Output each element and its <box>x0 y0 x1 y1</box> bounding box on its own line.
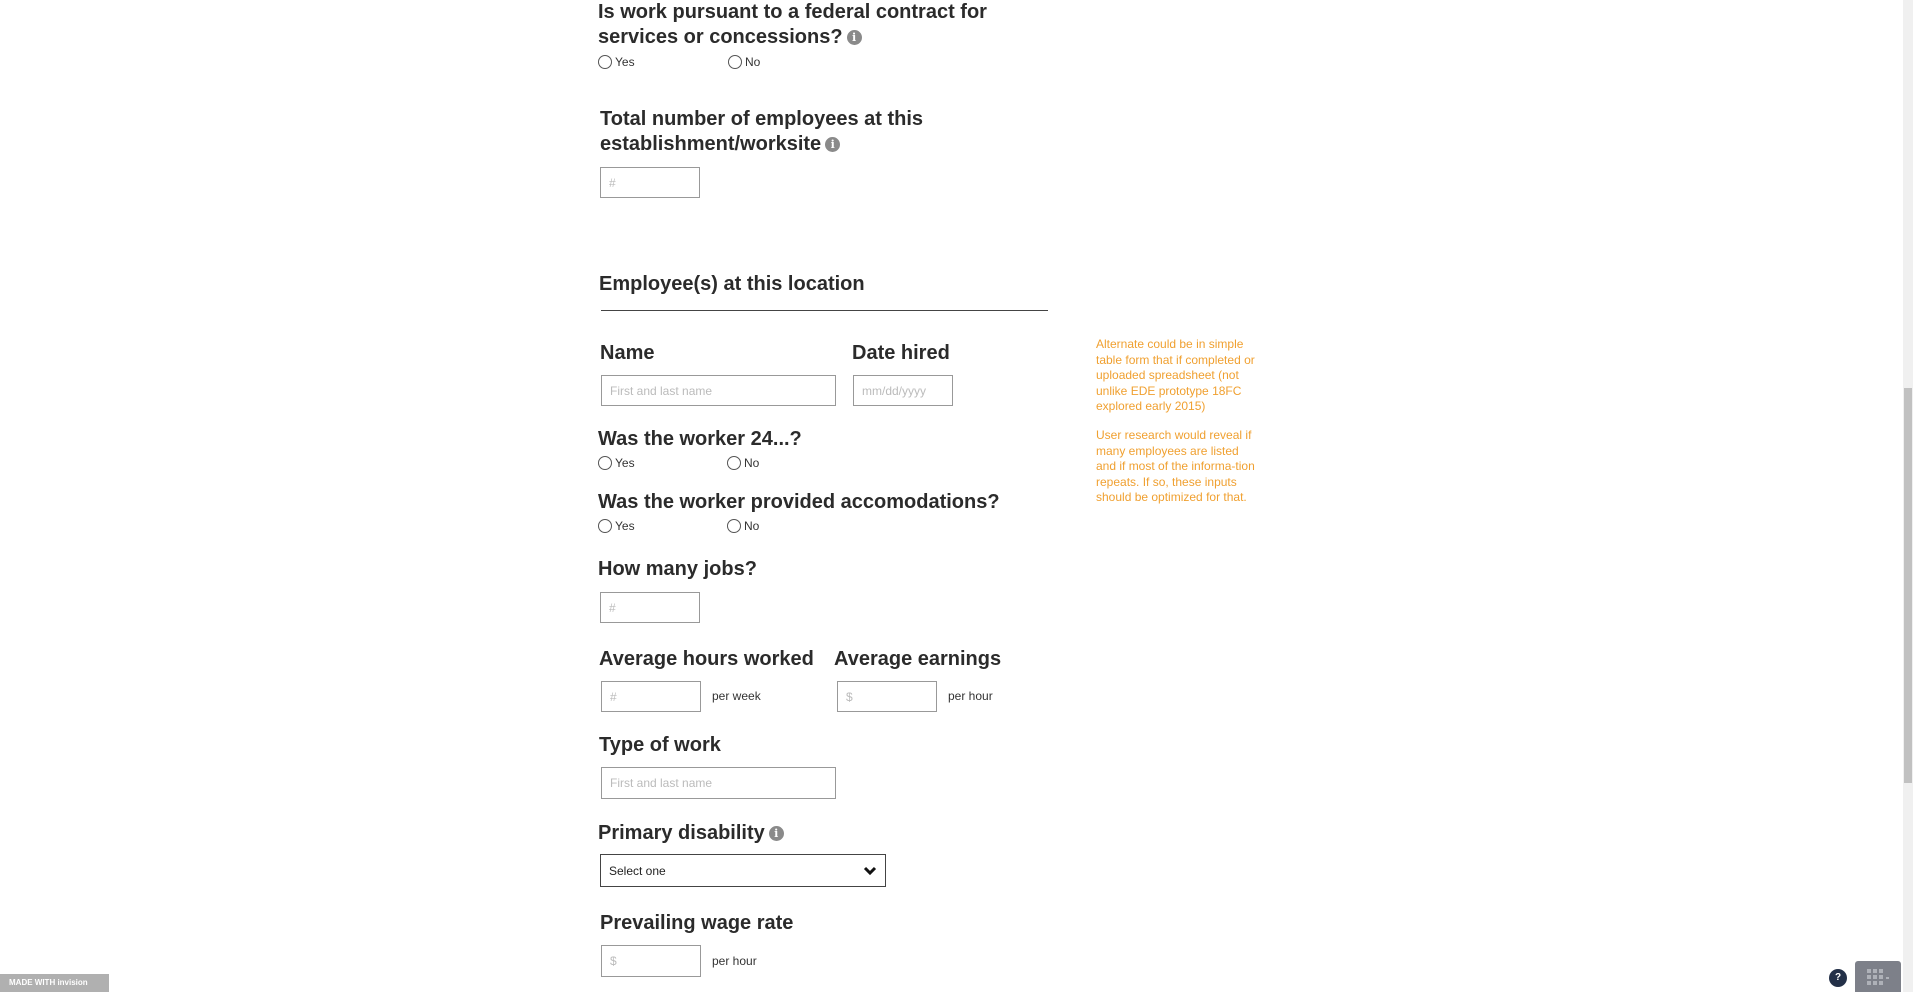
info-icon[interactable]: i <box>825 137 840 152</box>
worker-24-no-radio[interactable] <box>727 456 759 470</box>
scrollbar-thumb[interactable] <box>1904 388 1912 783</box>
placeholder: First and last name <box>610 776 713 790</box>
jobs-label: How many jobs? <box>598 558 757 580</box>
info-icon[interactable]: i <box>769 826 784 841</box>
grid-icon <box>1867 969 1889 985</box>
wage-label: Prevailing wage rate <box>600 912 794 934</box>
disability-label <box>598 821 784 846</box>
label-line: Total number of employees at this <box>600 108 924 130</box>
section-title: Employee(s) at this location <box>599 273 865 295</box>
scrollbar[interactable] <box>1903 0 1913 992</box>
jobs-input[interactable] <box>600 592 700 623</box>
radio-circle[interactable] <box>598 456 612 470</box>
earnings-label: Average earnings <box>834 648 1002 670</box>
selected-value: Select one <box>609 863 666 878</box>
total-employees-question <box>600 107 923 157</box>
annotation-note: User research would reveal if many employees are listed and if most of the informa-tion repeats. If so, these inputs should be optimized for that. <box>1096 428 1255 504</box>
radio-circle[interactable] <box>598 519 612 533</box>
placeholder: $ <box>846 689 853 704</box>
radio-label: Yes <box>615 456 635 470</box>
worker-24-label: Was the worker 24...? <box>598 428 802 450</box>
radio-circle[interactable] <box>727 519 741 533</box>
earnings-input[interactable] <box>837 681 937 712</box>
placeholder: First and last name <box>610 383 713 398</box>
help-button[interactable]: ? <box>1829 969 1847 987</box>
label-line: services or concessions? <box>598 26 843 48</box>
placeholder: # <box>610 689 617 704</box>
accommodations-no-radio[interactable] <box>727 519 759 533</box>
placeholder: # <box>609 175 616 190</box>
total-employees-input[interactable] <box>600 167 700 198</box>
date-hired-input[interactable] <box>853 375 953 406</box>
placeholder: $ <box>610 954 617 968</box>
wage-unit: per hour <box>712 954 757 968</box>
chevron-down-icon <box>863 866 877 876</box>
placeholder: mm/dd/yyyy <box>862 383 927 398</box>
label-line: Is work pursuant to a federal contract for <box>598 1 987 23</box>
invision-badge[interactable]: MADE WITH invision <box>0 974 109 992</box>
label-text: Primary disability <box>598 822 765 844</box>
hours-input[interactable] <box>601 681 701 712</box>
radio-label: Yes <box>615 55 635 69</box>
radio-circle[interactable] <box>598 55 612 69</box>
worker-24-yes-radio[interactable] <box>598 456 635 470</box>
radio-label: Yes <box>615 519 635 533</box>
annotation-note: Alternate could be in simple table form that if completed or uploaded spreadsheet (not unlike EDE prototype 18FC explored early 2015) <box>1096 337 1255 413</box>
placeholder: # <box>609 600 616 615</box>
hours-unit: per week <box>712 689 761 703</box>
date-hired-label: Date hired <box>852 342 950 364</box>
wage-input[interactable] <box>601 945 701 977</box>
radio-label: No <box>744 456 760 470</box>
section-divider <box>601 310 1048 311</box>
work-type-input[interactable] <box>601 767 836 799</box>
radio-label: No <box>745 55 761 69</box>
federal-yes-radio[interactable] <box>598 55 635 69</box>
hours-label: Average hours worked <box>599 648 814 670</box>
radio-label: No <box>744 519 760 533</box>
federal-no-radio[interactable] <box>728 55 760 69</box>
apps-grid-button[interactable] <box>1855 961 1901 992</box>
radio-circle[interactable] <box>727 456 741 470</box>
work-type-label: Type of work <box>599 734 721 756</box>
accommodations-label: Was the worker provided accomodations? <box>598 491 1000 513</box>
info-icon[interactable]: i <box>847 30 862 45</box>
radio-circle[interactable] <box>728 55 742 69</box>
disability-select[interactable] <box>600 854 886 887</box>
federal-contract-question <box>598 0 987 50</box>
accommodations-yes-radio[interactable] <box>598 519 635 533</box>
name-input[interactable] <box>601 375 836 406</box>
label-line: establishment/worksite <box>600 133 822 155</box>
earnings-unit: per hour <box>948 689 993 703</box>
name-label: Name <box>600 342 655 364</box>
